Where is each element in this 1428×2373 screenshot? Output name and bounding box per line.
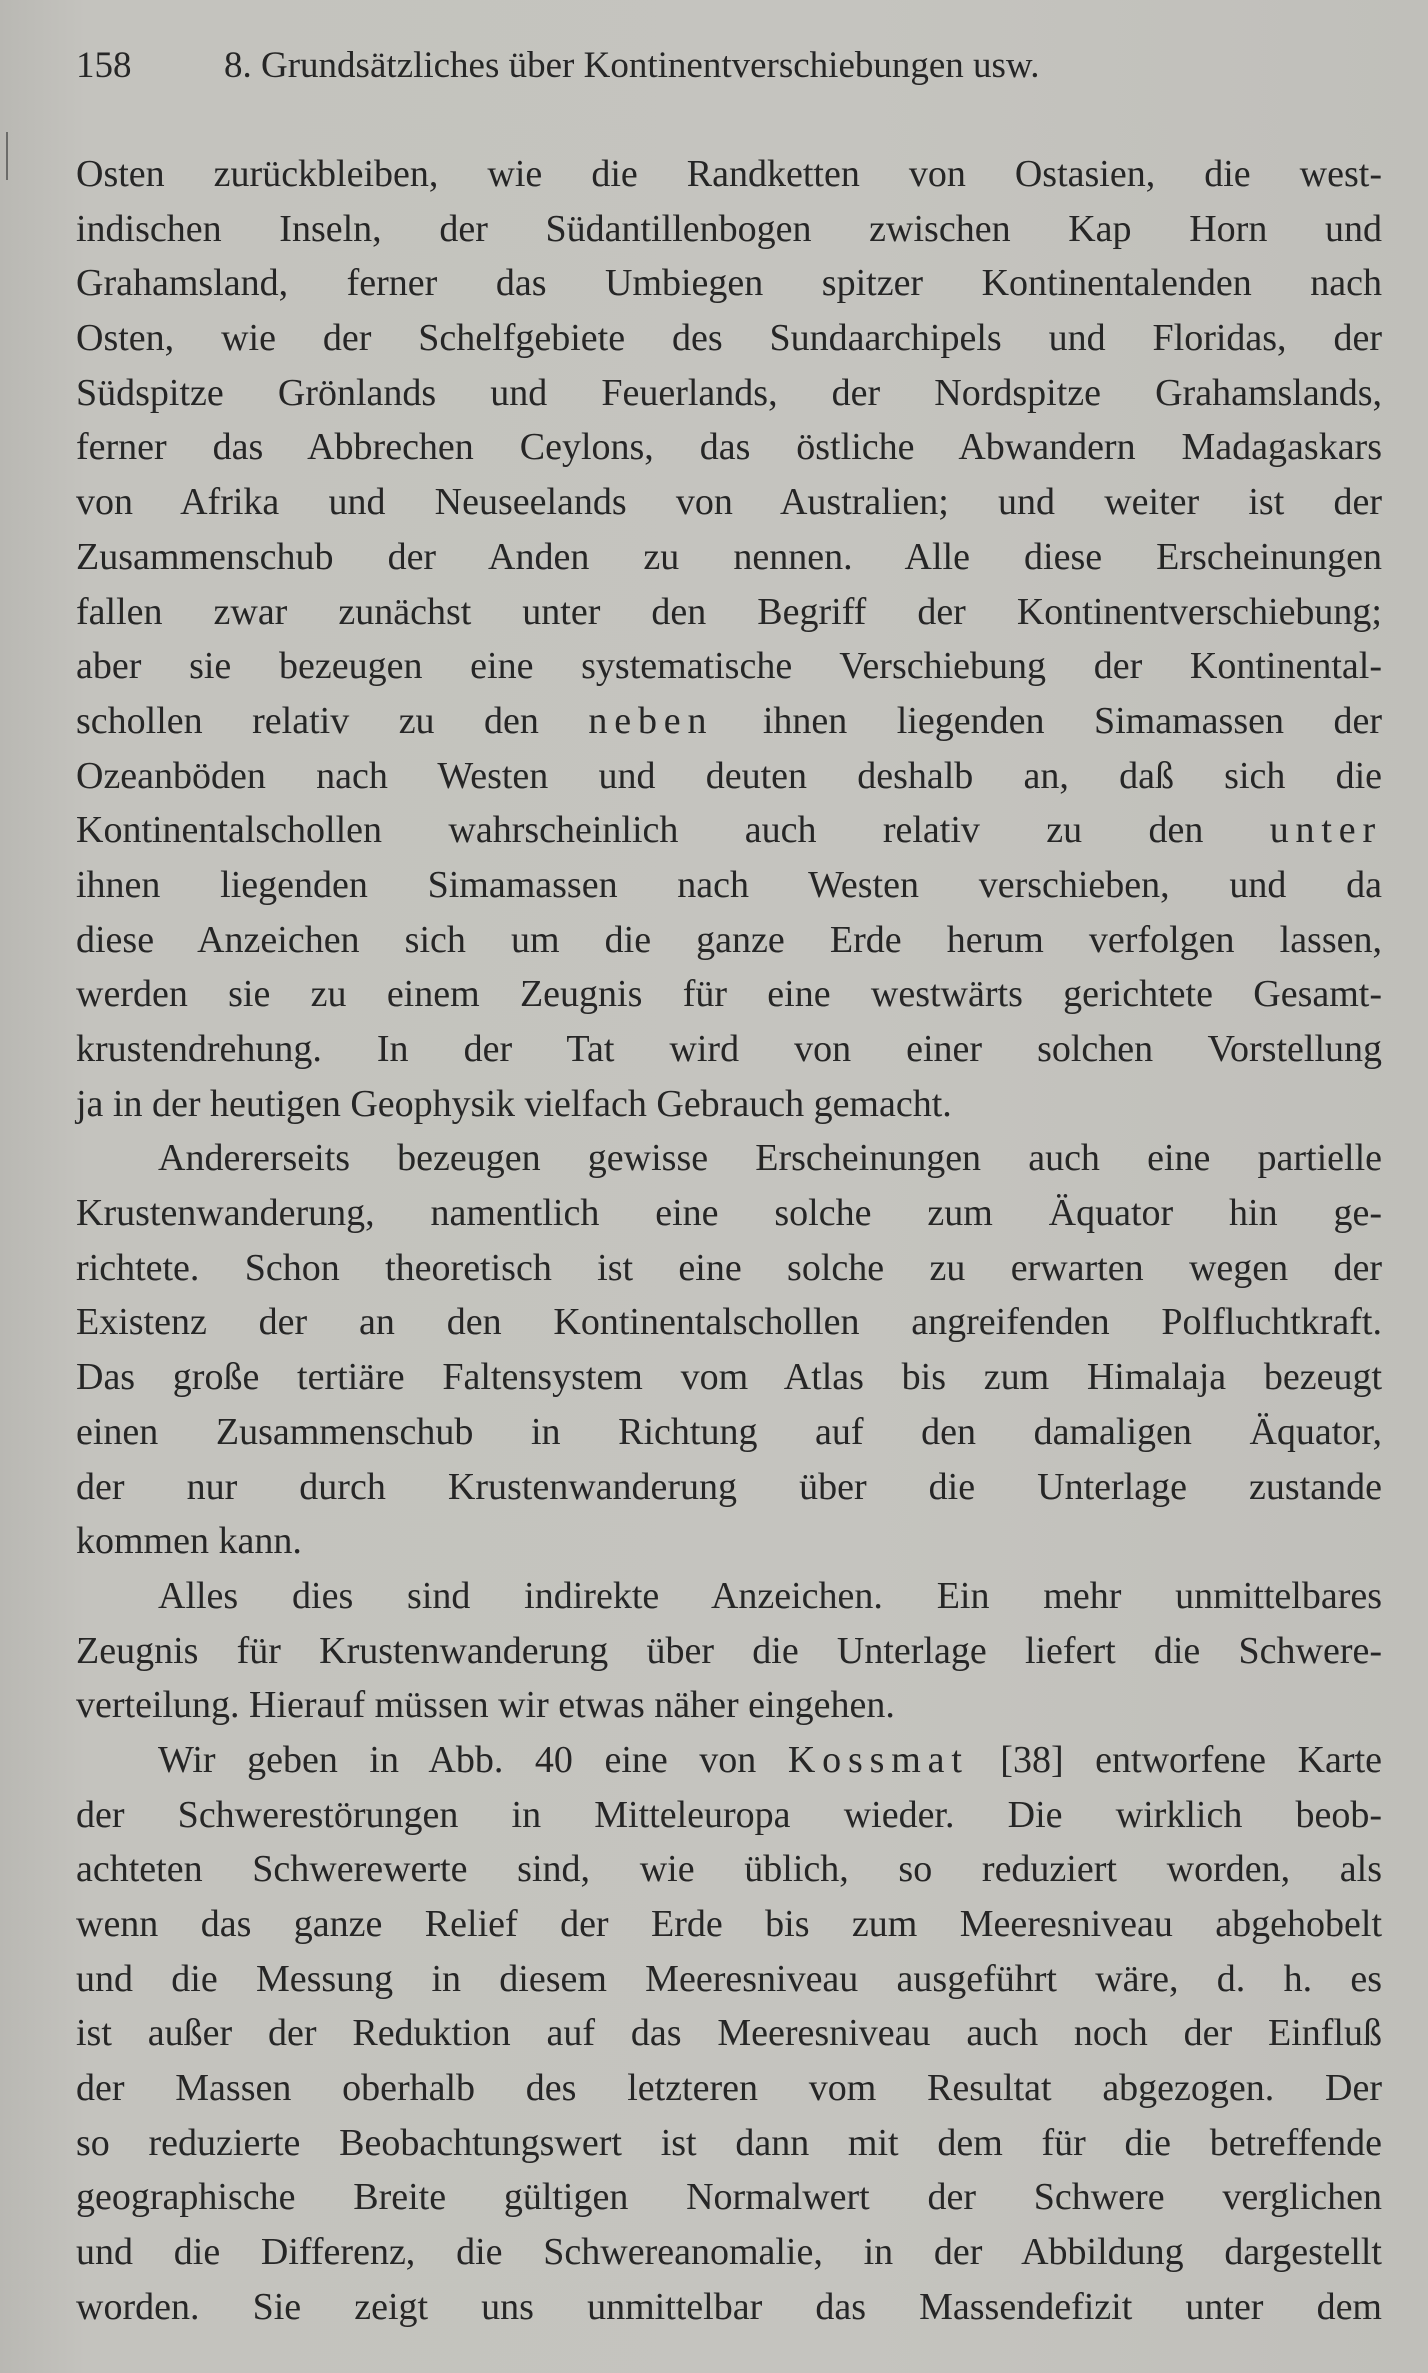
- text-line: Grahamsland, ferner das Umbiegen spitzer Kontinentalenden nach: [76, 262, 1382, 305]
- text-line: Das große tertiäre Faltensystem vom Atlas bis zum Himalaja bezeugt: [76, 1356, 1382, 1399]
- text-line: der Schwerestörungen in Mitteleuropa wieder. Die wirklich beob-: [76, 1793, 1382, 1836]
- text-line: geographische Breite gültigen Normalwert der Schwere verglichen: [76, 2176, 1382, 2219]
- text-line: so reduzierte Beobachtungswert ist dann mit dem für die betreffende: [76, 2121, 1382, 2164]
- text-line: kommen kann.: [76, 1520, 302, 1563]
- text-line: Existenz der an den Kontinentalschollen angreifenden Polfluchtkraft.: [76, 1301, 1382, 1344]
- text-line: Osten, wie der Schelfgebiete des Sundaarchipels und Floridas, der: [76, 317, 1382, 360]
- text-line: verteilung. Hierauf müssen wir etwas näher eingehen.: [76, 1684, 895, 1727]
- text-line: worden. Sie zeigt uns unmittelbar das Massendefizit unter dem: [76, 2285, 1382, 2328]
- text-segment: Wir geben in Abb. 40 eine von: [158, 1738, 788, 1781]
- text-line: einen Zusammenschub in Richtung auf den damaligen Äquator,: [76, 1410, 1382, 1453]
- text-line: Krustenwanderung, namentlich eine solche zum Äquator hin ge-: [76, 1192, 1382, 1235]
- spaced-emphasis: Kossmat: [787, 1738, 969, 1781]
- body-text: [76, 147, 1382, 2335]
- text-line: werden sie zu einem Zeugnis für eine westwärts gerichtete Gesamt-: [76, 973, 1382, 1016]
- text-line: Osten zurückbleiben, wie die Randketten von Ostasien, die west-: [76, 153, 1382, 195]
- text-line: Südspitze Grönlands und Feuerlands, der Nordspitze Grahamslands,: [76, 371, 1382, 414]
- text-line: krustendrehung. In der Tat wird von einer solchen Vorstellung: [76, 1028, 1382, 1070]
- text-line: wenn das ganze Relief der Erde bis zum Meeresniveau abgehobelt: [76, 1903, 1382, 1945]
- text-segment: ihnen liegenden Simamassen der: [713, 699, 1382, 742]
- text-line: achteten Schwerewerte sind, wie üblich, so reduziert worden, als: [76, 1848, 1382, 1891]
- text-line: fallen zwar zunächst unter den Begriff der Kontinentverschiebung;: [76, 590, 1382, 633]
- text-line: von Afrika und Neuseelands von Australien; und weiter ist der: [76, 481, 1382, 524]
- text-line: der Massen oberhalb des letzteren vom Resultat abgezogen. Der: [76, 2067, 1382, 2110]
- spaced-emphasis: unter: [1269, 809, 1382, 852]
- text-segment: [38] entworfene Karte: [968, 1738, 1382, 1781]
- text-line: ferner das Abbrechen Ceylons, das östliche Abwandern Madagaskars: [76, 426, 1382, 469]
- text-segment: Kontinentalschollen wahrscheinlich auch relativ zu den: [76, 809, 1270, 852]
- text-line: ihnen liegenden Simamassen nach Westen verschieben, und da: [76, 863, 1382, 906]
- text-line: und die Messung in diesem Meeresniveau ausgeführt wäre, d. h. es: [76, 1957, 1382, 2000]
- spaced-emphasis: neben: [588, 699, 714, 742]
- text-line: der nur durch Krustenwanderung über die Unterlage zustande: [76, 1465, 1382, 1508]
- text-line: Alles dies sind indirekte Anzeichen. Ein mehr unmittelbares: [158, 1574, 1382, 1617]
- text-line: [76, 1733, 1382, 1788]
- text-line: diese Anzeichen sich um die ganze Erde herum verfolgen lassen,: [76, 918, 1382, 961]
- text-line: aber sie bezeugen eine systematische Verschiebung der Kontinental-: [76, 645, 1382, 688]
- text-segment: schollen relativ zu den: [76, 699, 589, 742]
- page-number: 158: [76, 45, 132, 86]
- text-line: richtete. Schon theoretisch ist eine solche zu erwarten wegen der: [76, 1246, 1382, 1289]
- text-line: Zusammenschub der Anden zu nennen. Alle diese Erscheinungen: [76, 535, 1382, 578]
- text-line: [76, 803, 1382, 858]
- text-line: und die Differenz, die Schwereanomalie, in der Abbildung dargestellt: [76, 2231, 1382, 2274]
- margin-mark: [6, 132, 8, 180]
- running-head: 8. Grundsätzliches über Kontinentverschiebungen usw.: [224, 45, 1040, 86]
- text-line: indischen Inseln, der Südantillenbogen zwischen Kap Horn und: [76, 207, 1382, 250]
- text-line: Ozeanböden nach Westen und deuten deshalb an, daß sich die: [76, 754, 1382, 797]
- text-line: ist außer der Reduktion auf das Meeresniveau auch noch der Einfluß: [76, 2012, 1382, 2055]
- text-line: Andererseits bezeugen gewisse Erscheinungen auch eine partielle: [158, 1137, 1382, 1180]
- text-line: ja in der heutigen Geophysik vielfach Gebrauch gemacht.: [76, 1082, 952, 1125]
- text-line: [76, 694, 1382, 749]
- page-header: [76, 42, 1376, 90]
- text-line: Zeugnis für Krustenwanderung über die Unterlage liefert die Schwere-: [76, 1629, 1382, 1672]
